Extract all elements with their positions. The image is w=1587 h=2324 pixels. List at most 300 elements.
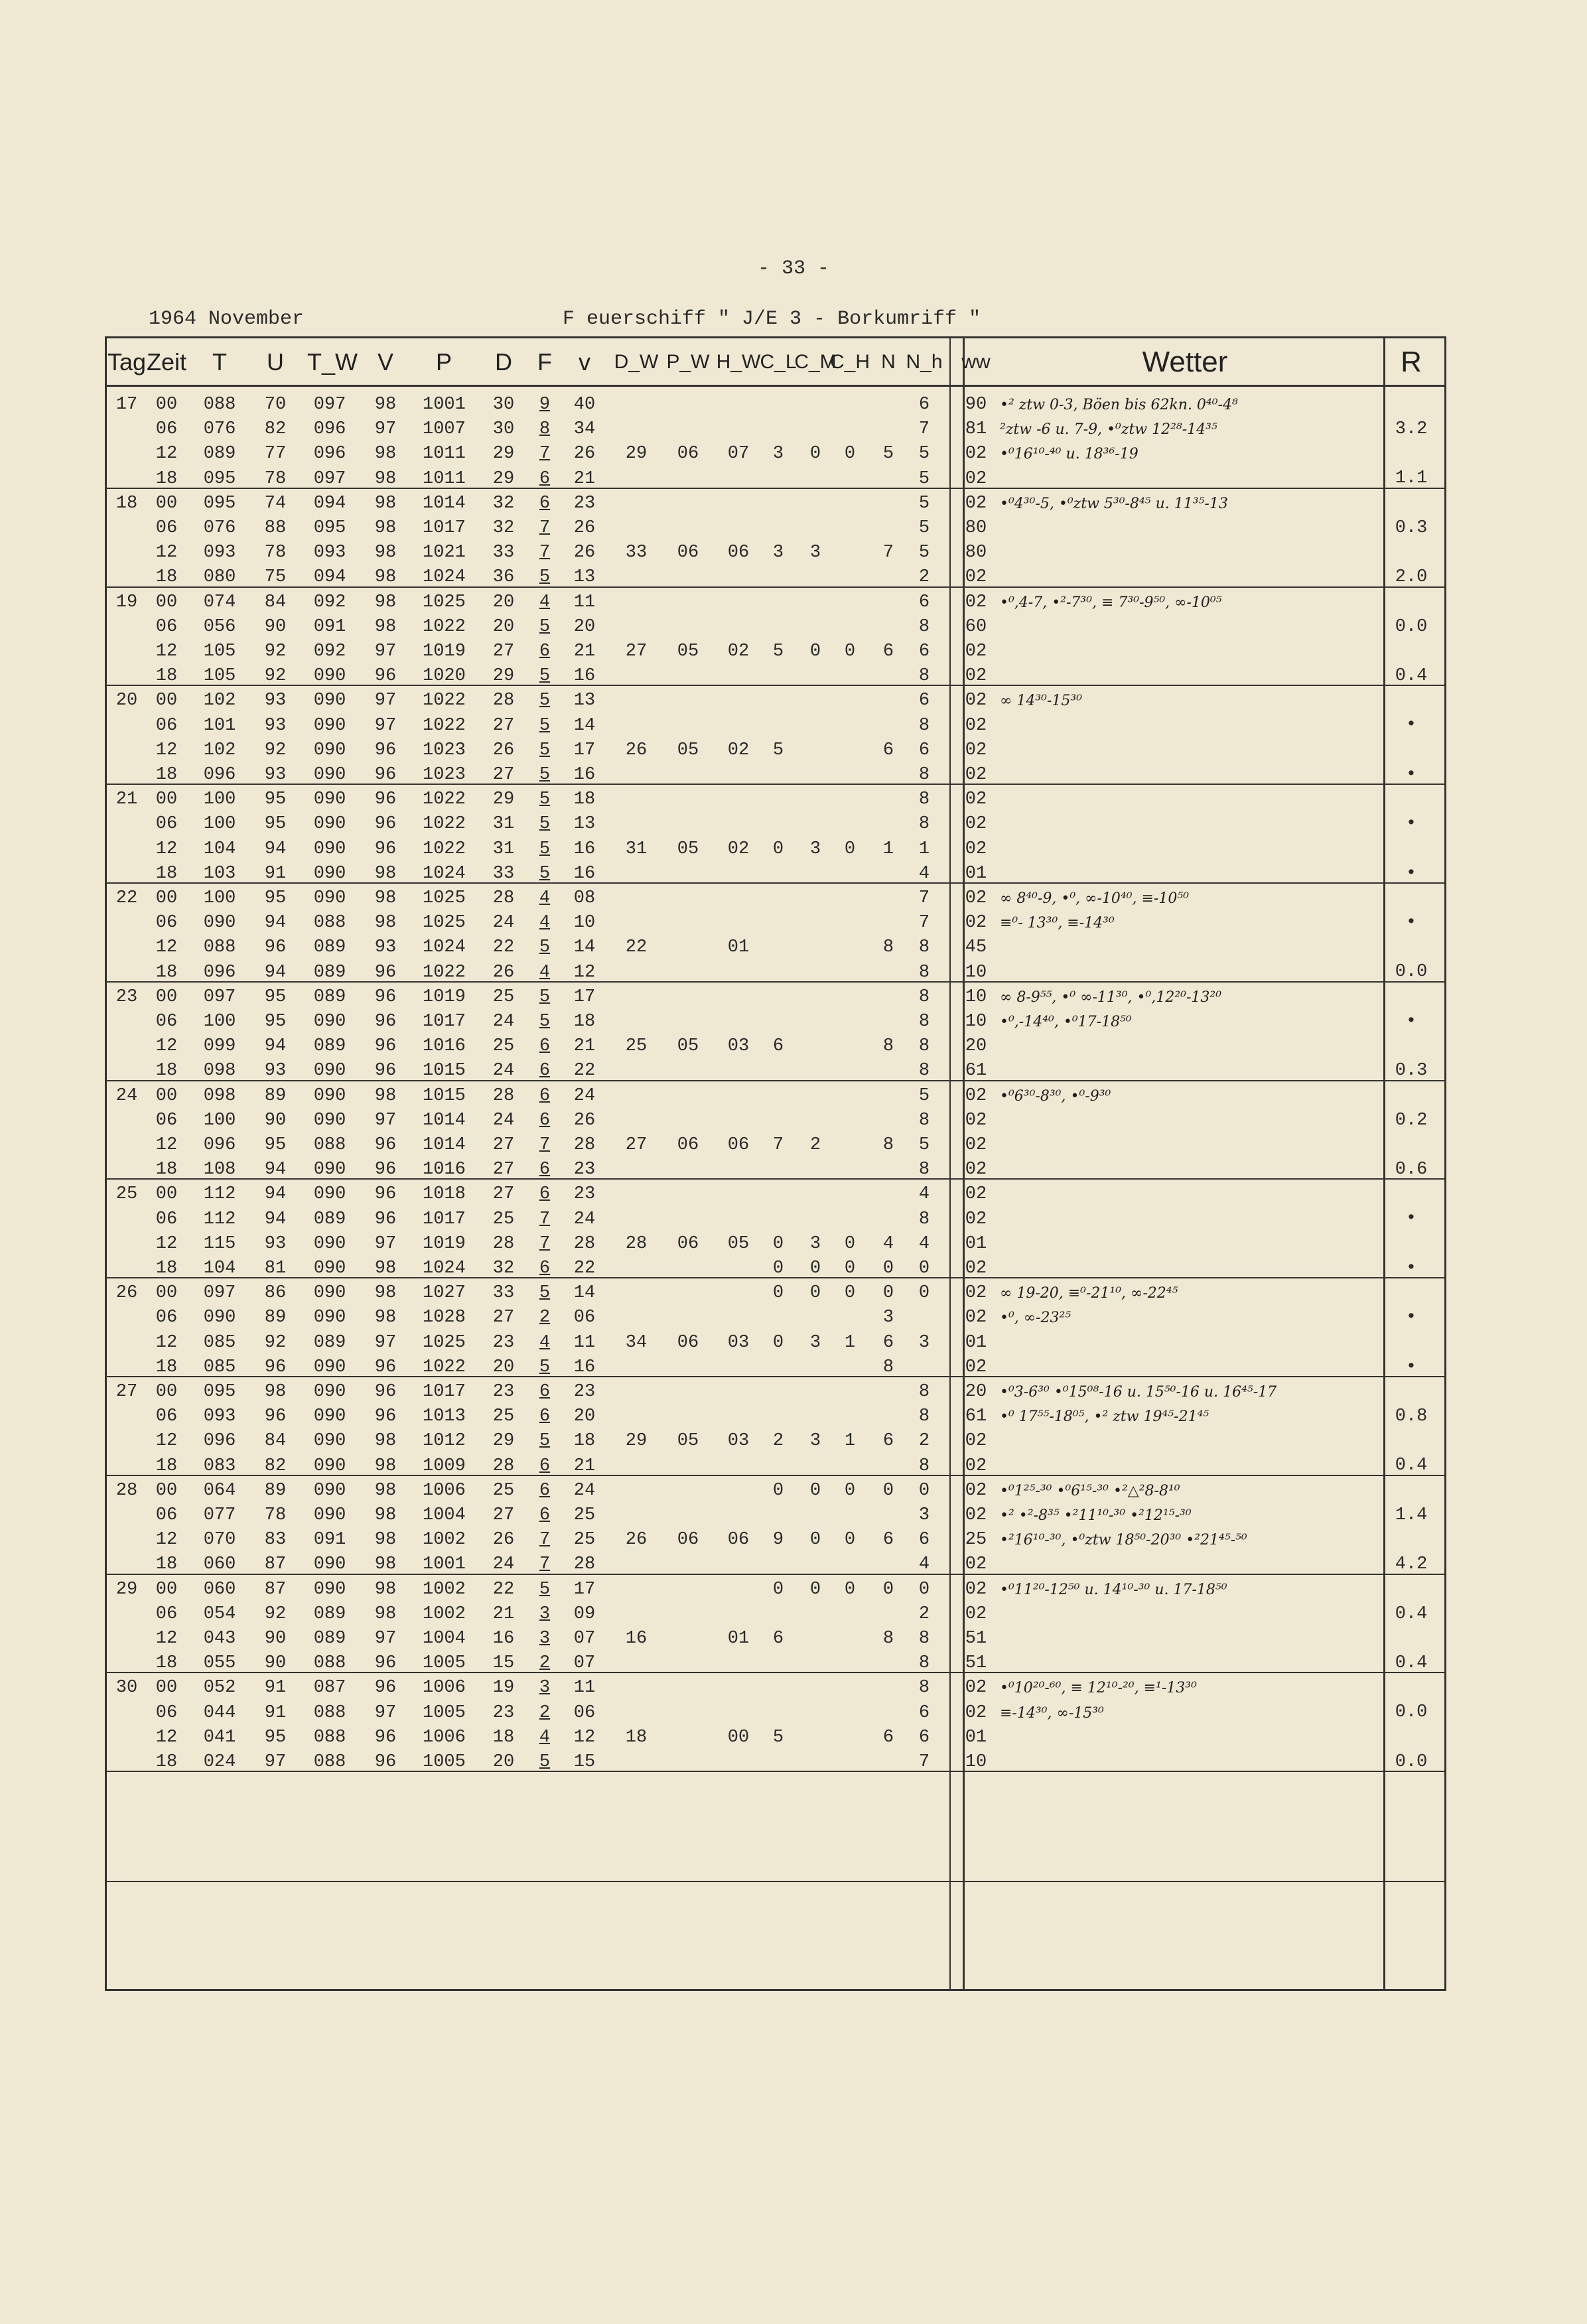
table-cell: 22	[492, 1579, 515, 1600]
ww-code: 02	[965, 1308, 987, 1328]
table-cell: 97	[374, 642, 397, 661]
table-cell: 98	[374, 592, 397, 612]
table-cell: 3	[772, 444, 784, 464]
table-cell: 1017	[423, 1209, 466, 1229]
table-cell: 5	[882, 444, 894, 464]
table-cell: 4	[918, 1233, 930, 1254]
table-cell: 102	[203, 691, 236, 711]
column-header: D	[495, 348, 512, 376]
table-cell: 6	[539, 1036, 551, 1057]
weather-note: ∞ 8⁴⁰-9, •⁰, ∞-10⁴⁰, ≡-10⁵⁰	[1000, 890, 1190, 907]
table-cell: 91	[264, 1678, 287, 1698]
table-cell: 4	[539, 913, 551, 933]
precipitation-value: 0.6	[1395, 1159, 1428, 1180]
day-number: 29	[115, 1579, 138, 1600]
table-cell: 1022	[423, 814, 466, 835]
table-cell: 4	[918, 1554, 930, 1575]
ww-code: 60	[965, 616, 987, 637]
ww-code: 01	[965, 1233, 987, 1254]
table-cell: 0	[844, 444, 856, 464]
table-cell: 2	[539, 1308, 551, 1328]
table-cell: 089	[313, 962, 346, 983]
ww-code: 02	[965, 1480, 987, 1501]
table-cell: 14	[573, 1283, 596, 1304]
table-cell: 78	[264, 1505, 287, 1525]
table-cell: 0	[918, 1283, 930, 1304]
table-cell: 24	[573, 1480, 596, 1501]
table-cell: 1027	[423, 1283, 466, 1304]
table-cell: 3	[539, 1629, 551, 1649]
table-cell: 089	[313, 1332, 346, 1353]
table-cell: 96	[374, 1653, 397, 1674]
table-cell: 8	[918, 1653, 930, 1674]
table-cell: 89	[264, 1085, 287, 1106]
table-cell: 2	[918, 1431, 930, 1452]
table-cell: 00	[155, 1184, 178, 1205]
table-cell: 23	[573, 1160, 596, 1180]
table-cell: 15	[573, 1752, 596, 1772]
table-cell: 98	[374, 444, 397, 464]
table-cell: 26	[573, 543, 596, 563]
table-cell: 29	[492, 789, 515, 810]
table-cell: 054	[203, 1604, 236, 1624]
table-cell: 95	[264, 888, 287, 908]
day-number: 27	[115, 1382, 138, 1402]
table-cell: 25	[492, 1406, 515, 1427]
table-cell: 3	[772, 543, 784, 563]
table-cell: 043	[203, 1629, 236, 1649]
table-cell: 13	[573, 567, 596, 588]
table-cell: 103	[203, 863, 236, 884]
table-cell: 33	[492, 1283, 515, 1304]
ww-code: 02	[965, 666, 987, 687]
table-cell: 22	[573, 1259, 596, 1278]
table-cell: 4	[539, 592, 551, 612]
table-cell: 090	[313, 789, 346, 810]
table-cell: 0	[809, 642, 821, 661]
table-cell: 06	[155, 1012, 178, 1032]
table-cell: 25	[492, 1209, 515, 1229]
ww-code: 02	[965, 1456, 987, 1476]
table-cell: 00	[155, 1579, 178, 1600]
table-cell: 5	[918, 444, 930, 464]
table-cell: 041	[203, 1727, 236, 1747]
table-cell: 1019	[423, 642, 466, 661]
table-cell: 28	[573, 1554, 596, 1575]
table-cell: 26	[573, 1110, 596, 1130]
table-cell: 09	[573, 1604, 596, 1624]
day-separator	[107, 1672, 1444, 1673]
table-cell: 4	[539, 1727, 551, 1747]
table-cell: 088	[313, 1135, 346, 1155]
table-cell: 093	[313, 543, 346, 563]
table-cell: 92	[264, 642, 287, 661]
day-number: 26	[115, 1283, 138, 1304]
table-cell: 18	[155, 1456, 178, 1476]
table-cell: 40	[573, 395, 596, 415]
table-cell: 089	[313, 1209, 346, 1229]
table-cell: 21	[573, 1456, 596, 1476]
table-cell: 6	[918, 1727, 930, 1747]
table-cell: 1005	[423, 1752, 466, 1772]
weather-note: ∞ 14³⁰-15³⁰	[1000, 693, 1083, 710]
table-cell: 4	[539, 888, 551, 908]
table-cell: 96	[374, 1357, 397, 1377]
precipitation-value: 2.0	[1395, 567, 1428, 588]
table-cell: 1022	[423, 616, 466, 637]
table-cell: 088	[313, 1653, 346, 1674]
table-cell: 25	[492, 1480, 515, 1501]
table-cell: 090	[313, 691, 346, 711]
table-cell: 26	[625, 740, 648, 760]
table-cell: 87	[264, 1554, 287, 1575]
table-cell: 06	[727, 1135, 750, 1155]
table-cell: 98	[264, 1382, 287, 1402]
table-cell: 112	[203, 1184, 236, 1205]
table-cell: 23	[573, 1382, 596, 1402]
table-cell: 6	[918, 642, 930, 661]
column-header: Zeit	[146, 348, 186, 376]
table-cell: 5	[539, 666, 551, 687]
table-cell: 32	[492, 1259, 515, 1278]
column-header: V	[377, 348, 393, 376]
table-cell: 00	[155, 987, 178, 1007]
table-cell: 090	[313, 1259, 346, 1278]
table-cell: 12	[155, 1332, 178, 1353]
table-cell: 06	[155, 518, 178, 538]
table-cell: 07	[573, 1629, 596, 1649]
table-cell: 7	[918, 1752, 930, 1772]
table-cell: 84	[264, 592, 287, 612]
table-cell: 5	[539, 1431, 551, 1452]
precipitation-value: 4.2	[1395, 1554, 1428, 1575]
table-cell: 01	[727, 1629, 750, 1649]
table-cell: 098	[203, 1085, 236, 1106]
table-cell: 8	[882, 1135, 894, 1155]
table-cell: 5	[539, 1579, 551, 1600]
table-cell: 11	[573, 1332, 596, 1353]
table-cell: 16	[492, 1629, 515, 1649]
table-cell: 28	[492, 1085, 515, 1106]
table-cell: 06	[155, 913, 178, 933]
table-cell: 18	[155, 1061, 178, 1081]
table-cell: 096	[203, 962, 236, 983]
day-separator	[107, 1178, 1444, 1180]
table-cell: 34	[625, 1332, 648, 1353]
table-cell: 26	[573, 444, 596, 464]
table-cell: 77	[264, 444, 287, 464]
table-cell: 0	[772, 1233, 784, 1254]
table-cell: 3	[809, 1332, 821, 1353]
precipitation-value: •	[1405, 1258, 1417, 1278]
table-cell: 98	[374, 1554, 397, 1575]
precipitation-value: •	[1405, 1011, 1417, 1032]
table-cell: 090	[203, 913, 236, 933]
day-number: 20	[115, 691, 138, 711]
ww-code: 10	[965, 962, 987, 983]
table-cell: 2	[539, 1653, 551, 1674]
table-cell: 7	[539, 518, 551, 538]
ww-code: 51	[965, 1629, 987, 1649]
day-separator	[107, 1080, 1444, 1081]
column-header: H_W	[716, 351, 761, 373]
precipitation-value: 0.0	[1395, 962, 1428, 983]
ww-code: 02	[965, 1085, 987, 1106]
table-cell: 98	[374, 1480, 397, 1501]
table-cell: 4	[882, 1233, 894, 1254]
table-cell: 98	[374, 616, 397, 637]
table-cell: 25	[492, 987, 515, 1007]
table-cell: 20	[492, 1357, 515, 1377]
table-cell: 06	[677, 1233, 699, 1254]
table-cell: 5	[918, 518, 930, 538]
table-cell: 7	[772, 1135, 784, 1155]
table-cell: 7	[539, 1233, 551, 1254]
table-cell: 1007	[423, 419, 466, 440]
table-cell: 1002	[423, 1579, 466, 1600]
table-cell: 98	[374, 493, 397, 513]
table-cell: 92	[264, 1604, 287, 1624]
table-cell: 15	[492, 1653, 515, 1674]
table-cell: 12	[155, 444, 178, 464]
table-cell: 5	[918, 1135, 930, 1155]
precipitation-value: 0.0	[1395, 1702, 1428, 1723]
table-cell: 1002	[423, 1530, 466, 1550]
table-cell: 95	[264, 1012, 287, 1032]
table-cell: 096	[313, 444, 346, 464]
table-cell: 27	[492, 1184, 515, 1205]
table-cell: 0	[918, 1579, 930, 1600]
table-cell: 6	[539, 468, 551, 489]
table-cell: 06	[727, 1530, 750, 1550]
table-cell: 2	[918, 567, 930, 588]
table-cell: 0	[844, 1283, 856, 1304]
table-cell: 7	[918, 888, 930, 908]
table-cell: 105	[203, 642, 236, 661]
table-cell: 1014	[423, 493, 466, 513]
table-cell: 03	[727, 1036, 750, 1057]
table-cell: 06	[155, 1702, 178, 1723]
table-cell: 05	[677, 740, 699, 760]
table-cell: 94	[264, 839, 287, 859]
table-cell: 094	[313, 567, 346, 588]
ww-code: 02	[965, 468, 987, 489]
weather-note: •⁰, ∞-23²⁵	[1000, 1310, 1071, 1327]
table-cell: 1016	[423, 1160, 466, 1180]
table-cell: 5	[918, 543, 930, 563]
page-number: - 33 -	[757, 257, 830, 280]
table-cell: 090	[313, 765, 346, 785]
table-cell: 96	[374, 814, 397, 835]
column-header: T_W	[307, 348, 358, 376]
table-cell: 088	[203, 937, 236, 958]
day-separator	[107, 586, 1444, 588]
table-cell: 16	[573, 666, 596, 687]
table-cell: 089	[313, 987, 346, 1007]
table-cell: 3	[809, 1233, 821, 1254]
table-cell: 93	[264, 715, 287, 736]
table-cell: 28	[492, 1456, 515, 1476]
table-cell: 12	[573, 962, 596, 983]
table-cell: 97	[374, 419, 397, 440]
table-cell: 23	[492, 1702, 515, 1723]
table-cell: 1001	[423, 395, 466, 415]
table-cell: 12	[155, 937, 178, 958]
table-cell: 1025	[423, 913, 466, 933]
table-cell: 25	[492, 1036, 515, 1057]
day-number: 18	[115, 493, 138, 513]
table-cell: 1023	[423, 765, 466, 785]
table-cell: 06	[573, 1308, 596, 1328]
table-cell: 096	[203, 765, 236, 785]
table-cell: 096	[203, 1135, 236, 1155]
table-cell: 28	[492, 691, 515, 711]
table-cell: 00	[155, 1678, 178, 1698]
table-cell: 5	[772, 740, 784, 760]
table-cell: 090	[313, 740, 346, 760]
table-cell: 095	[313, 518, 346, 538]
table-cell: 12	[155, 1629, 178, 1649]
table-cell: 18	[573, 1012, 596, 1032]
ww-code: 10	[965, 1012, 987, 1032]
table-cell: 96	[374, 1752, 397, 1772]
table-cell: 097	[203, 1283, 236, 1304]
table-cell: 18	[155, 468, 178, 489]
precipitation-value: •	[1405, 1357, 1417, 1377]
table-cell: 1019	[423, 987, 466, 1007]
table-cell: 92	[264, 1332, 287, 1353]
table-cell: 5	[918, 1085, 930, 1106]
table-cell: 93	[264, 765, 287, 785]
table-cell: 5	[539, 1012, 551, 1032]
table-cell: 16	[573, 765, 596, 785]
table-cell: 96	[374, 987, 397, 1007]
table-cell: 24	[492, 1554, 515, 1575]
table-cell: 5	[918, 493, 930, 513]
table-cell: 1011	[423, 468, 466, 489]
table-cell: 5	[539, 987, 551, 1007]
table-cell: 090	[313, 1233, 346, 1254]
ww-code: 02	[965, 1678, 987, 1698]
table-cell: 98	[374, 1530, 397, 1550]
table-cell: 3	[918, 1332, 930, 1353]
table-cell: 93	[264, 691, 287, 711]
table-cell: 26	[625, 1530, 648, 1550]
table-cell: 1016	[423, 1036, 466, 1057]
table-cell: 18	[155, 1554, 178, 1575]
table-cell: 97	[264, 1752, 287, 1772]
table-cell: 31	[625, 839, 648, 859]
table-cell: 090	[313, 1554, 346, 1575]
precipitation-value: •	[1405, 1308, 1417, 1328]
ww-code: 02	[965, 1431, 987, 1452]
table-cell: 090	[313, 814, 346, 835]
table-cell: 32	[492, 518, 515, 538]
table-cell: 6	[882, 1431, 894, 1452]
table-cell: 00	[155, 888, 178, 908]
table-cell: 18	[155, 765, 178, 785]
table-cell: 07	[727, 444, 750, 464]
table-cell: 06	[155, 419, 178, 440]
table-cell: 95	[264, 814, 287, 835]
table-cell: 33	[492, 863, 515, 884]
ww-code: 02	[965, 1505, 987, 1525]
table-cell: 27	[492, 1505, 515, 1525]
table-cell: 36	[492, 567, 515, 588]
table-cell: 89	[264, 1308, 287, 1328]
table-cell: 085	[203, 1357, 236, 1377]
table-cell: 090	[313, 1012, 346, 1032]
precipitation-value: 1.1	[1395, 468, 1428, 489]
ww-code: 45	[965, 937, 987, 958]
table-cell: 05	[677, 1431, 699, 1452]
day-separator	[107, 685, 1444, 686]
weather-note: •⁰,-14⁴⁰, •⁰17-18⁵⁰	[1000, 1014, 1132, 1030]
table-cell: 8	[918, 789, 930, 810]
table-cell: 31	[492, 839, 515, 859]
ww-code: 02	[965, 1604, 987, 1624]
ww-code: 10	[965, 987, 987, 1007]
table-cell: 093	[203, 1406, 236, 1427]
table-cell: 02	[727, 740, 750, 760]
precipitation-value: •	[1405, 863, 1417, 884]
ww-code: 90	[965, 395, 987, 415]
table-cell: 0	[772, 1332, 784, 1353]
table-cell: 96	[374, 1012, 397, 1032]
table-cell: 7	[918, 913, 930, 933]
column-header: F	[537, 348, 552, 376]
precipitation-value: 0.0	[1395, 616, 1428, 637]
table-cell: 0	[882, 1259, 894, 1278]
table-cell: 8	[918, 666, 930, 687]
weather-note: •⁰11²⁰-12⁵⁰ u. 14¹⁰-³⁰ u. 17-18⁵⁰	[1000, 1581, 1227, 1598]
table-cell: 06	[155, 715, 178, 736]
table-cell: 94	[264, 1160, 287, 1180]
table-rule	[107, 1881, 1444, 1882]
table-cell: 97	[374, 715, 397, 736]
day-number: 23	[115, 987, 138, 1007]
table-cell: 089	[313, 1629, 346, 1649]
table-cell: 18	[155, 567, 178, 588]
table-cell: 29	[625, 1431, 648, 1452]
weather-note: •⁰ 17⁵⁵-18⁰⁵, •² ztw 19⁴⁵-21⁴⁵	[1000, 1408, 1209, 1426]
table-cell: 31	[492, 814, 515, 835]
day-separator	[107, 981, 1444, 983]
weather-note: ≡⁰- 13³⁰, ≡-14³⁰	[1000, 915, 1115, 932]
table-cell: 100	[203, 789, 236, 810]
table-cell: 01	[727, 937, 750, 958]
table-cell: 5	[539, 616, 551, 637]
ww-code: 02	[965, 642, 987, 661]
table-cell: 096	[313, 419, 346, 440]
table-cell: 115	[203, 1233, 236, 1254]
table-cell: 0	[809, 1259, 821, 1278]
table-cell: 6	[539, 1259, 551, 1278]
table-cell: 29	[492, 666, 515, 687]
table-cell: 1006	[423, 1480, 466, 1501]
table-cell: 06	[677, 1530, 699, 1550]
table-cell: 98	[374, 518, 397, 538]
weather-note: ∞ 19-20, ≡⁰-21¹⁰, ∞-22⁴⁵	[1000, 1285, 1178, 1302]
table-cell: 22	[625, 937, 648, 958]
table-cell: 18	[155, 1357, 178, 1377]
precipitation-value: 0.4	[1395, 1653, 1428, 1673]
ww-code: 02	[965, 444, 987, 464]
table-cell: 076	[203, 518, 236, 538]
table-cell: 090	[313, 666, 346, 687]
table-cell: 98	[374, 1259, 397, 1278]
table-cell: 88	[264, 518, 287, 538]
